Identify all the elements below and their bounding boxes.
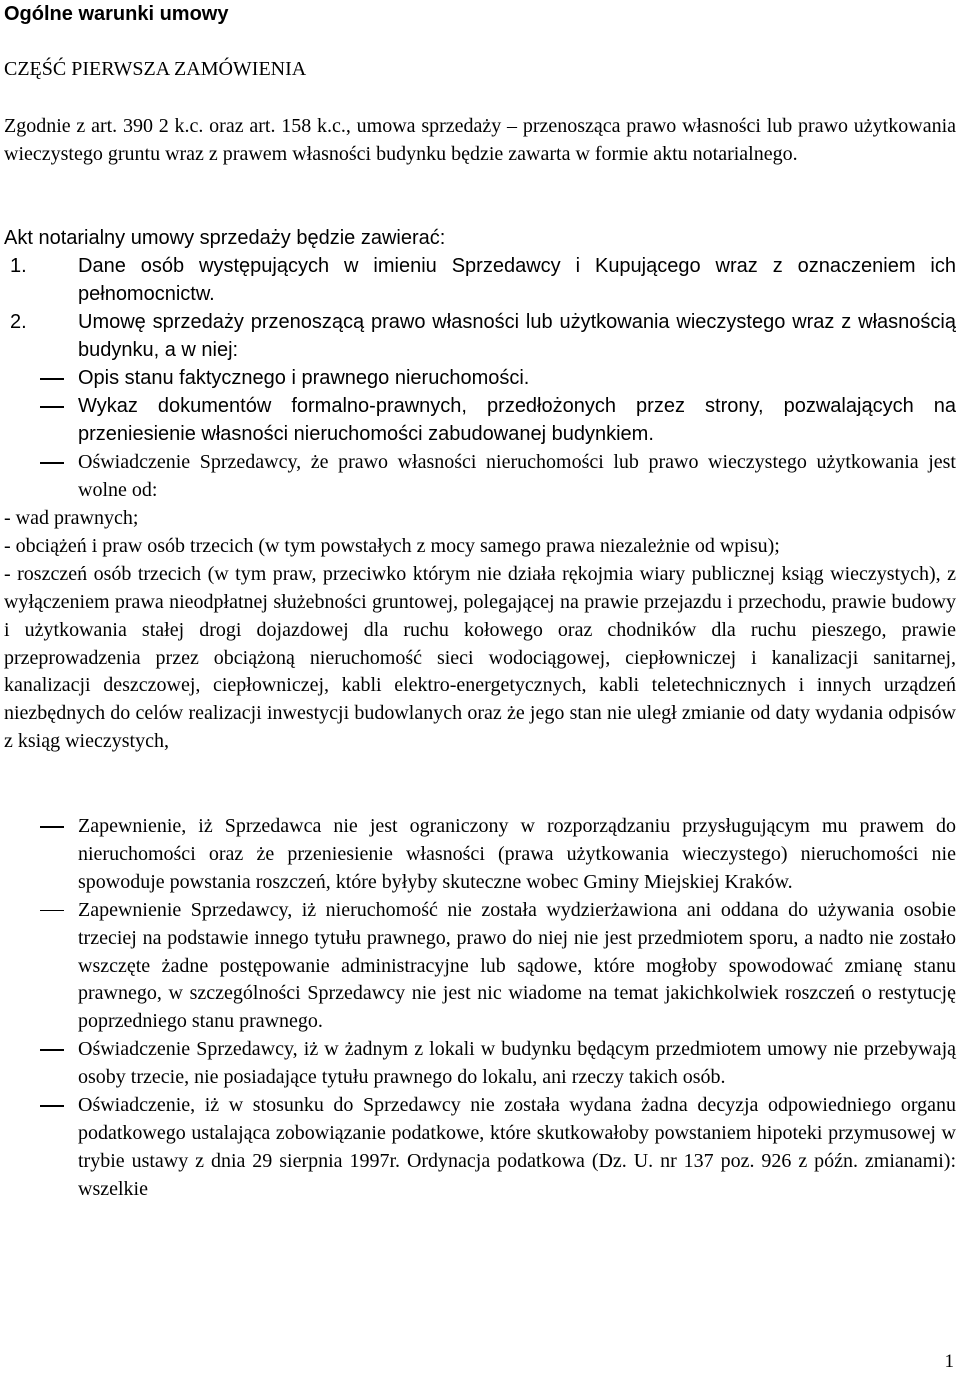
dash-item	[4, 365, 956, 393]
page-number: 1	[944, 1351, 954, 1372]
dash-item-text: Wykaz dokumentów formalno-prawnych, przedłożonych przez strony, pozwalających na przeniesienie własności nieruchomości zabudowanej budynkiem.	[78, 394, 956, 445]
dash-item-text: Oświadczenie, iż w stosunku do Sprzedawcy nie została wydana żadna decyzja odpowiedniego organu podatkowego ustalająca zobowiązanie podatkowe, które skutkowałoby powstaniem hipoteki przymusowej w trybie ustawy z dnia 29 sierpnia 1997r. Ordynacja podatkowa (Dz. U. nr 137 poz. 926 z późn. zmianami): wszelkie	[78, 1094, 956, 1200]
list-item-text: Umowę sprzedaży przenoszącą prawo własności lub użytkowania wieczystego wraz z własnością budynku, a w niej:	[78, 311, 956, 361]
dash-bullet-icon	[40, 462, 64, 464]
dash-item-text: Oświadczenie Sprzedawcy, że prawo własności nieruchomości lub prawo wieczystego użytkowania jest wolne od:	[78, 451, 956, 501]
dash-list-top	[4, 365, 956, 449]
sub-item-obciazenia: - obciążeń i praw osób trzecich (w tym powstałych z mocy samego prawa niezależnie od wpisu);	[4, 534, 780, 557]
dash-list-bottom	[4, 813, 956, 1204]
list-number: 1.	[10, 255, 27, 277]
dash-item	[4, 449, 956, 505]
sub-item-wady: - wad prawnych;	[4, 507, 139, 529]
intro-paragraph: Zgodnie z art. 390 2 k.c. oraz art. 158 k.c., umowa sprzedaży – przenosząca prawo własności lub prawo użytkowania wieczystego gruntu wraz z prawem własności budynku będzie zawarta w formie aktu notarialnego.	[4, 115, 956, 165]
sub-list	[4, 505, 956, 756]
list-item-text: Dane osób występujących w imieniu Sprzedawcy i Kupującego wraz z oznaczeniem ich pełnomocnictw.	[78, 255, 956, 305]
sub-item-roszczenia: - roszczeń osób trzecich (w tym praw, przeciwko którym nie działa rękojmia wiary publicznej ksiąg wieczystych), z wyłączeniem prawa nieodpłatnej służebności gruntowej, polegającej na prawie przejazdu i przechodu, prawie budowy i użytkowania stałej drogi dojazdowej dla ruchu kołowego oraz chodników dla ruchu pieszego, prawie przeprowadzenia przez obciążoną nieruchomość sieci wodociągowej, ciepłowniczej i kanalizacji sanitarnej, kanalizacji deszczowej, ciepłowniczej, kabli elektro-energetycznych, kabli teletechnicznych i innych urządzeń niezbędnych do celów realizacji inwestycji budowlanych oraz że jego stan nie uległ zmianie od daty wydania odpisów z ksiąg wieczystych,	[4, 562, 956, 753]
dash-item	[4, 813, 956, 897]
dash-item-text: Oświadczenie Sprzedawcy, iż w żadnym z lokali w budynku będącym przedmiotem umowy nie przebywają osoby trzecie, nie posiadające tytułu prawnego do lokalu, ani rzeczy takich osób.	[78, 1038, 956, 1089]
dash-bullet-icon	[40, 1105, 64, 1107]
dash-item-text: Opis stanu faktycznego i prawnego nieruchomości.	[78, 367, 530, 389]
dash-bullet-icon	[40, 1049, 64, 1051]
list-item-2	[4, 309, 956, 365]
part-heading: CZĘŚĆ PIERWSZA ZAMÓWIENIA	[4, 58, 307, 80]
document-title: Ogólne warunki umowy	[4, 3, 229, 25]
dash-bullet-icon	[40, 406, 64, 408]
dash-item-text: Zapewnienie, iż Sprzedawca nie jest ograniczony w rozporządzaniu przysługującym mu prawem do nieruchomości oraz że przeniesienie własności (prawa użytkowania wieczystego) nieruchomości nie spowoduje powstania roszczeń, które byłyby skuteczne wobec Gminy Miejskiej Kraków.	[78, 815, 956, 893]
list-number: 2.	[10, 311, 27, 333]
dash-item	[4, 1036, 956, 1092]
akt-lead: Akt notarialny umowy sprzedaży będzie zawierać:	[4, 227, 446, 249]
list-item-1	[4, 253, 956, 309]
dash-item	[4, 1092, 956, 1204]
dash-bullet-icon	[40, 910, 64, 912]
dash-item	[4, 897, 956, 1037]
dash-item-oswiadczenie	[4, 449, 956, 505]
dash-item	[4, 393, 956, 449]
dash-bullet-icon	[40, 378, 64, 380]
dash-bullet-icon	[40, 826, 64, 828]
dash-item-text: Zapewnienie Sprzedawcy, iż nieruchomość nie została wydzierżawiona ani oddana do używania osobie trzeciej na podstawie innego tytułu prawnego, prawo do niej nie jest przedmiotem sporu, a nadto nie zostało wszczęte żadne postępowanie administracyjne lub sądowe, które mogłoby spowodować zmianę stanu prawnego, w szczególności Sprzedawcy nie jest nic wiadome na temat jakichkolwiek roszczeń o restytucję poprzedniego stanu prawnego.	[78, 898, 956, 1033]
